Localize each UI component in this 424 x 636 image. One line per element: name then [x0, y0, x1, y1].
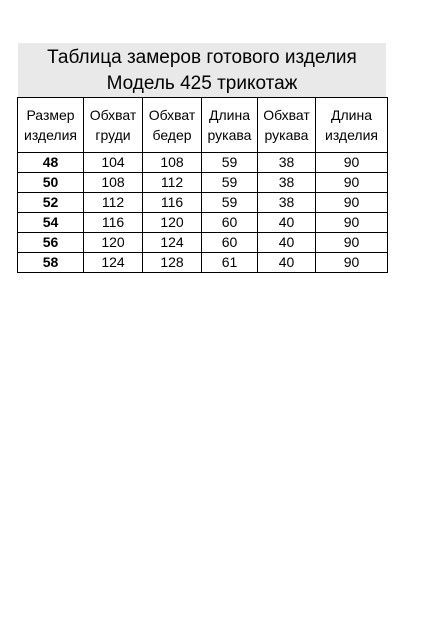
sleeve-length-cell: 59 [202, 153, 258, 173]
hips-cell: 116 [143, 193, 202, 213]
sleeve-length-cell: 59 [202, 193, 258, 213]
header-garment-length-line1: Длина [331, 107, 372, 123]
header-hips [143, 98, 202, 153]
size-measurements-table [17, 97, 388, 273]
table-row [18, 253, 388, 273]
hips-cell: 108 [143, 153, 202, 173]
table-row [18, 193, 388, 213]
header-garment-length [316, 98, 388, 153]
table-header-row [18, 98, 388, 153]
garment-length-cell: 90 [316, 233, 388, 253]
header-hips-line2: бедер [152, 127, 192, 143]
sleeve-girth-cell: 40 [258, 213, 316, 233]
header-sleeve-girth-line1: Обхват [263, 107, 310, 123]
chest-cell: 108 [84, 173, 143, 193]
sleeve-girth-cell: 38 [258, 173, 316, 193]
header-size-line1: Размер [26, 107, 75, 123]
garment-length-cell: 90 [316, 193, 388, 213]
header-hips-line1: Обхват [148, 107, 196, 123]
header-sleeve-girth-line2: рукава [264, 127, 309, 143]
garment-length-cell: 90 [316, 173, 388, 193]
header-size-line2: изделия [24, 127, 77, 143]
sleeve-girth-cell: 38 [258, 153, 316, 173]
chest-cell: 112 [84, 193, 143, 213]
size-cell: 56 [18, 233, 84, 253]
header-chest-line2: груди [95, 127, 131, 143]
table-row [18, 173, 388, 193]
chest-cell: 120 [84, 233, 143, 253]
sleeve-girth-cell: 40 [258, 253, 316, 273]
header-chest [84, 98, 143, 153]
header-sleeve-length [202, 98, 258, 153]
table-row [18, 213, 388, 233]
garment-length-cell: 90 [316, 253, 388, 273]
sleeve-girth-cell: 38 [258, 193, 316, 213]
chest-cell: 104 [84, 153, 143, 173]
table-row [18, 233, 388, 253]
garment-length-cell: 90 [316, 213, 388, 233]
sleeve-girth-cell: 40 [258, 233, 316, 253]
header-chest-line1: Обхват [89, 107, 137, 123]
hips-cell: 128 [143, 253, 202, 273]
sleeve-length-cell: 60 [202, 213, 258, 233]
sleeve-length-cell: 61 [202, 253, 258, 273]
header-sleeve-length-line2: рукава [207, 127, 252, 143]
header-sleeve-length-line1: Длина [209, 107, 250, 123]
header-sleeve-girth [258, 98, 316, 153]
sleeve-length-cell: 59 [202, 173, 258, 193]
size-cell: 50 [18, 173, 84, 193]
size-cell: 58 [18, 253, 84, 273]
hips-cell: 112 [143, 173, 202, 193]
hips-cell: 124 [143, 233, 202, 253]
header-garment-length-line2: изделия [325, 127, 378, 143]
size-cell: 48 [18, 153, 84, 173]
size-cell: 52 [18, 193, 84, 213]
header-size [18, 98, 84, 153]
document-subtitle: Модель 425 трикотаж [106, 73, 298, 94]
sleeve-length-cell: 60 [202, 233, 258, 253]
garment-length-cell: 90 [316, 153, 388, 173]
chest-cell: 116 [84, 213, 143, 233]
size-cell: 54 [18, 213, 84, 233]
chest-cell: 124 [84, 253, 143, 273]
document-title: Таблица замеров готового изделия [47, 47, 357, 68]
table-row [18, 153, 388, 173]
title-block [18, 43, 386, 97]
hips-cell: 120 [143, 213, 202, 233]
